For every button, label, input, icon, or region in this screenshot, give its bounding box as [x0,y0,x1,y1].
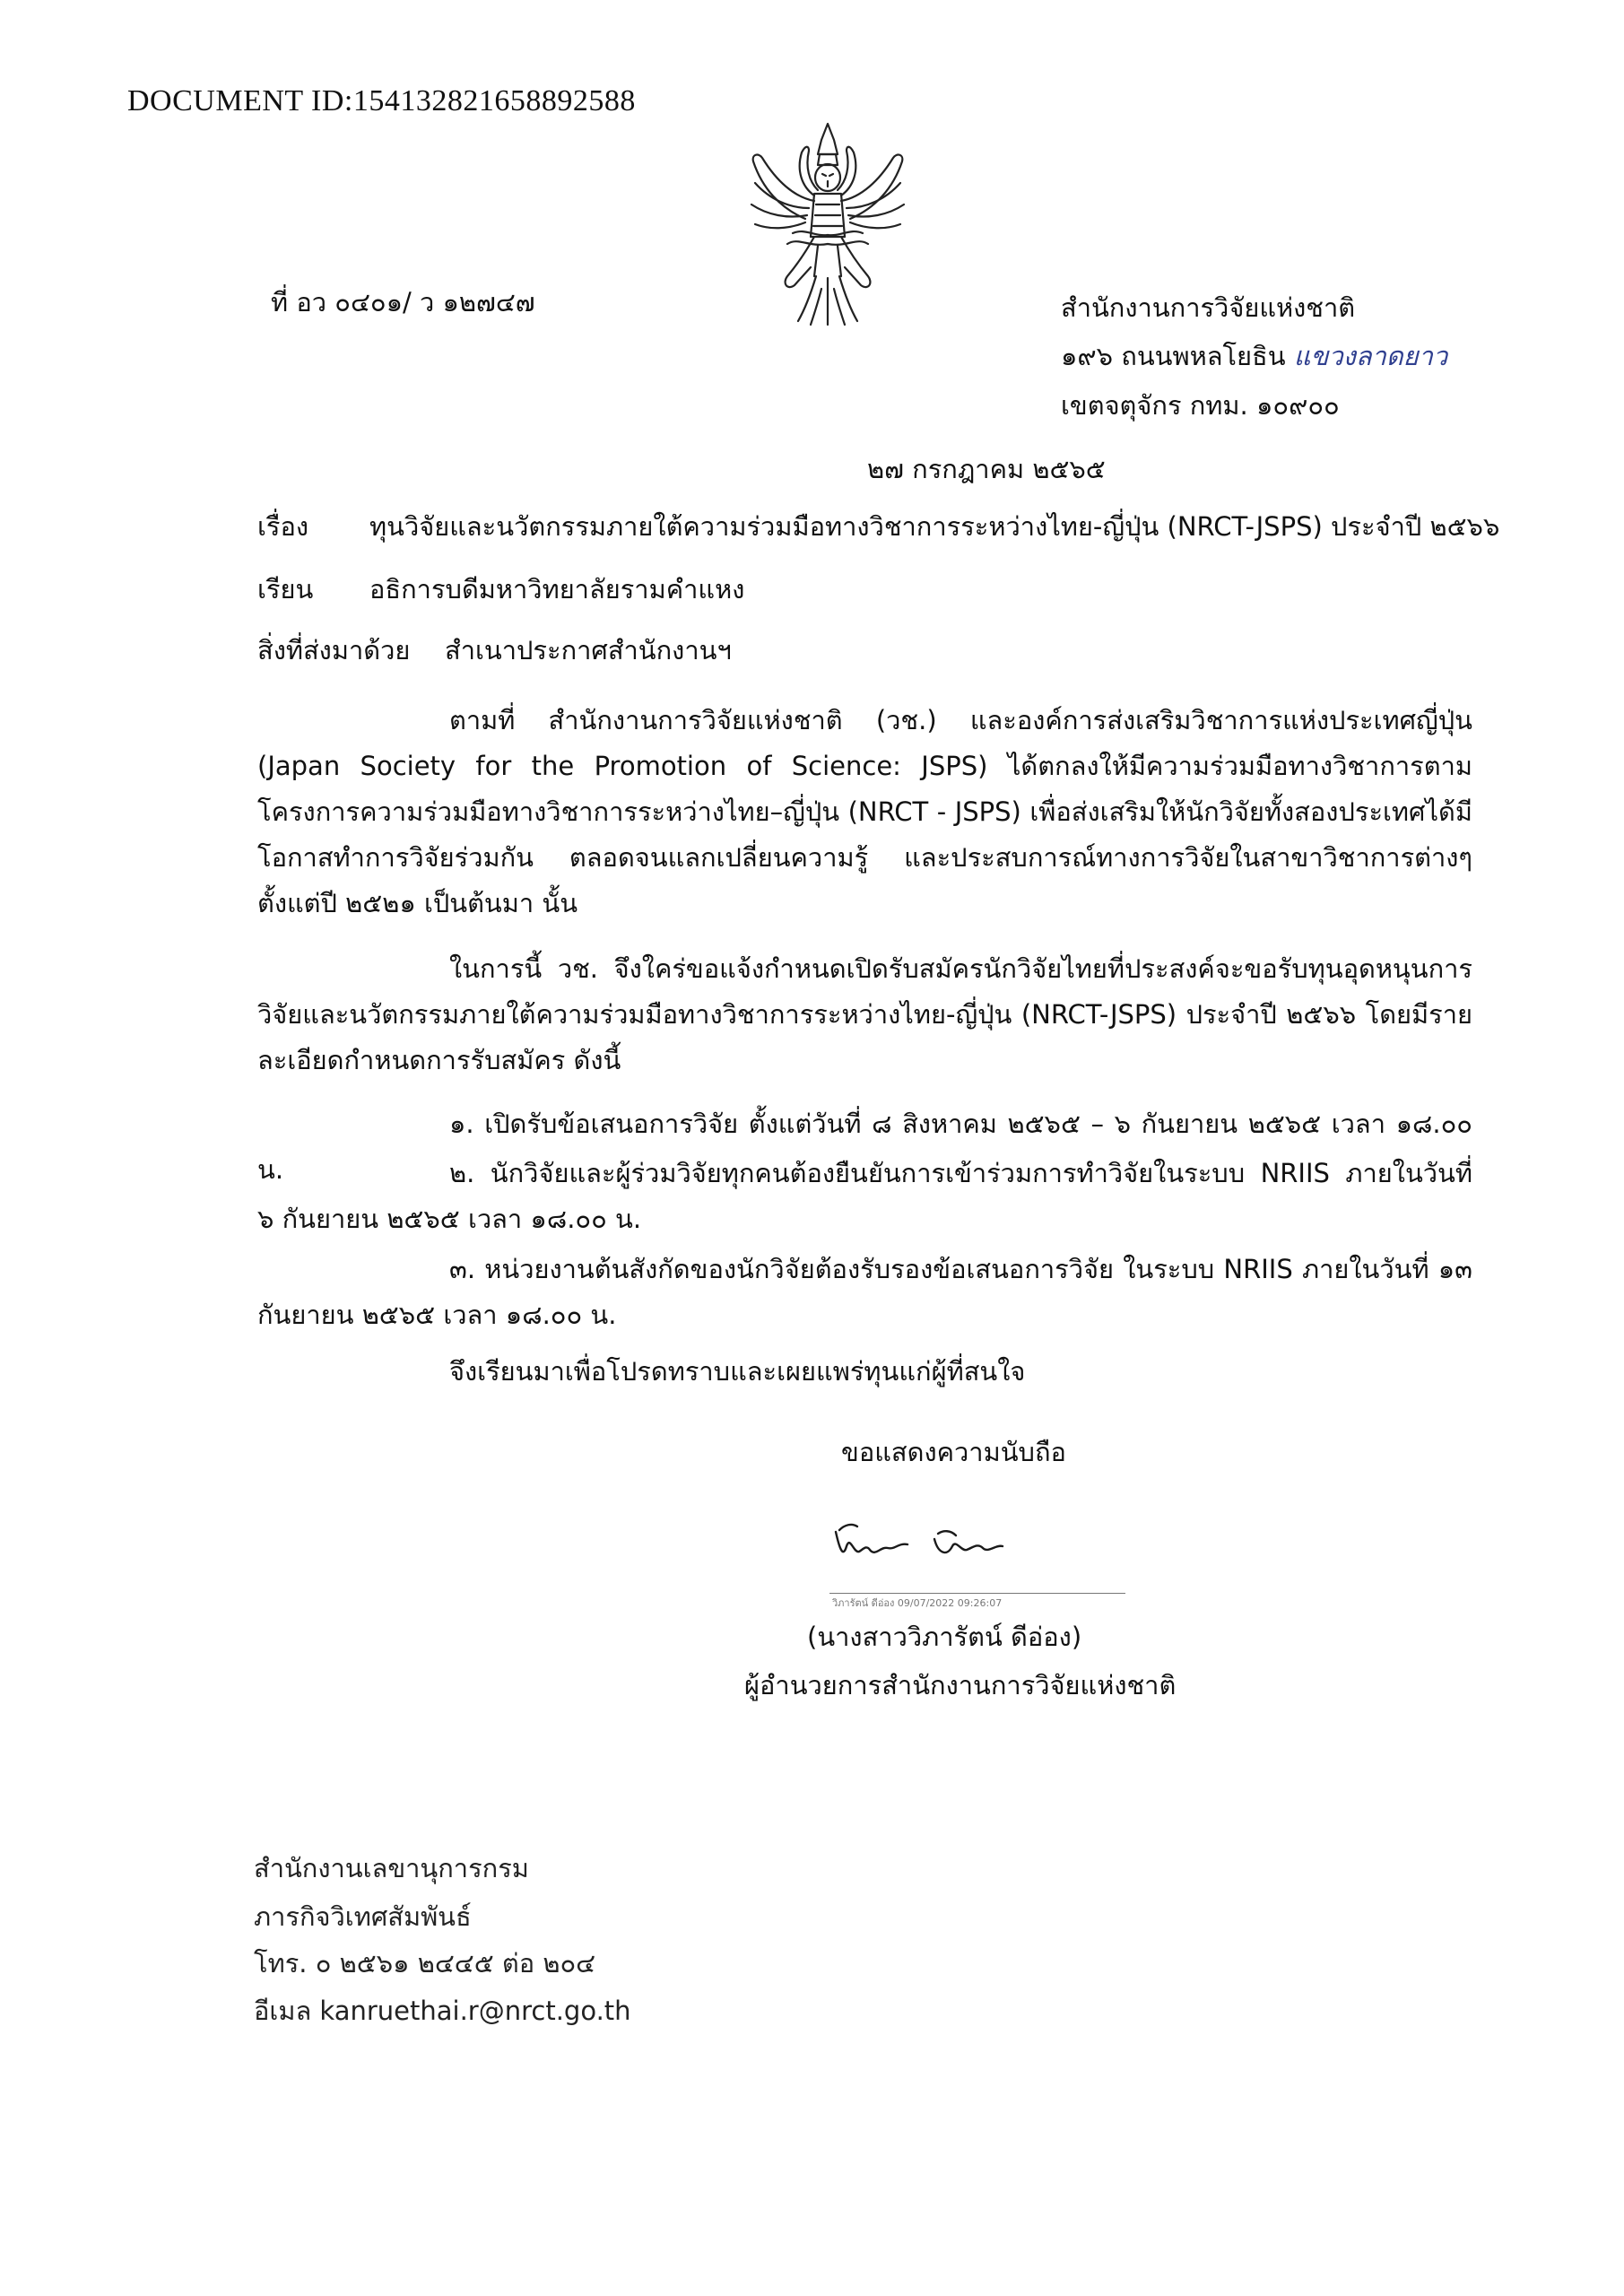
sender-address-street: ๑๙๖ ถนนพหลโยธิน [1061,341,1286,371]
signatory-name: (นางสาววิภารัตน์ ดีอ่อง) [807,1622,1082,1652]
reference-number: ที่ อว ๐๔๐๑/ ว ๑๒๗๔๗ [271,287,535,317]
enclosure-value: สำเนาประกาศสำนักงานฯ [445,635,732,665]
schedule-item-2 [257,1151,1472,1242]
footer-email: อีเมล kanruethai.r@nrct.go.th [254,1996,631,2026]
subject-label: เรื่อง [257,511,309,542]
sender-address-line1 [1061,341,1447,372]
sender-address-line2: เขตจตุจักร กทม. ๑๐๙๐๐ [1061,390,1340,421]
signatory-position: ผู้อำนวยการสำนักงานการวิจัยแห่งชาติ [744,1670,1177,1700]
body-paragraph-1 [257,698,1472,926]
schedule-item-2-text: ๒. นักวิจัยและผู้ร่วมวิจัยทุกคนต้องยืนยันการเข้าร่วมการทำวิจัยในระบบ NRIIS ภายในวันที่ ๖ กันยายน ๒๕๖๕ เวลา ๑๘.๐๐ น. [257,1158,1472,1234]
letter-date: ๒๗ กรกฎาคม ๒๕๖๕ [867,454,1106,484]
sender-address-handwritten: แขวงลาดยาว [1293,341,1448,371]
closing-paragraph: จึงเรียนมาเพื่อโปรดทราบและเผยแพร่ทุนแก่ผู้ที่สนใจ [449,1356,1026,1387]
footer-office: สำนักงานเลขานุการกรม [254,1853,529,1883]
body-paragraph-2 [257,946,1472,1083]
document-id: DOCUMENT ID:154132821658892588 [127,84,636,117]
salutation: ขอแสดงความนับถือ [841,1437,1066,1467]
schedule-item-3 [257,1247,1472,1338]
footer-division: ภารกิจวิเทศสัมพันธ์ [254,1901,472,1932]
garuda-emblem [743,118,913,330]
schedule-item-1-text: ๑. เปิดรับข้อเสนอการวิจัย ตั้งแต่วันที่ ๘ สิงหาคม ๒๕๖๕ – ๖ กันยายน ๒๕๖๕ เวลา ๑๘.๐๐ น. [257,1109,1472,1185]
body-paragraph-1-text: ตามที่ สำนักงานการวิจัยแห่งชาติ (วช.) และองค์การส่งเสริมวิชาการแห่งประเทศญี่ปุ่น (Japan Society for the Promotion of Science: JSPS) ได้ตกลงให้มีความร่วมมือทางวิชาการตามโครงการความร่วมมือทางวิชาการระหว่างไทย–ญี่ปุ่น (NRCT - JSPS) เพื่อส่งเสริมให้นักวิจัยทั้งสองประเทศได้มีโอกาสทำการวิจัยร่วมกัน ตลอดจนแลกเปลี่ยนความรู้ และประสบการณ์ทางการวิจัยในสาขาวิชาการต่างๆ ตั้งแต่ปี ๒๕๒๑ เป็นต้นมา นั้น [257,705,1472,918]
to-label: เรียน [257,574,314,604]
enclosure-label: สิ่งที่ส่งมาด้วย [257,635,411,665]
body-paragraph-2-text: ในการนี้ วช. จึงใคร่ขอแจ้งกำหนดเปิดรับสมัครนักวิจัยไทยที่ประสงค์จะขอรับทุนอุดหนุนการวิจัยและนวัตกรรมภายใต้ความร่วมมือทางวิชาการระหว่างไทย-ญี่ปุ่น (NRCT-JSPS) ประจำปี ๒๕๖๖ โดยมีรายละเอียดกำหนดการรับสมัคร ดังนี้ [257,953,1472,1075]
signature-meta: วิภารัตน์ ดีอ่อง 09/07/2022 09:26:07 [832,1597,1003,1609]
subject-value: ทุนวิจัยและนวัตกรรมภายใต้ความร่วมมือทางวิชาการระหว่างไทย-ญี่ปุ่น (NRCT-JSPS) ประจำปี ๒๕๖๖ [369,511,1500,542]
footer-phone: โทร. ๐ ๒๕๖๑ ๒๔๔๕ ต่อ ๒๐๔ [254,1948,596,1979]
handwritten-signature [827,1512,1042,1575]
to-value: อธิการบดีมหาวิทยาลัยรามคำแหง [369,574,745,604]
signature-line [829,1593,1125,1594]
sender-organization: สำนักงานการวิจัยแห่งชาติ [1061,292,1356,323]
schedule-item-3-text: ๓. หน่วยงานต้นสังกัดของนักวิจัยต้องรับรองข้อเสนอการวิจัย ในระบบ NRIIS ภายในวันที่ ๑๓ กันยายน ๒๕๖๕ เวลา ๑๘.๐๐ น. [257,1254,1472,1330]
